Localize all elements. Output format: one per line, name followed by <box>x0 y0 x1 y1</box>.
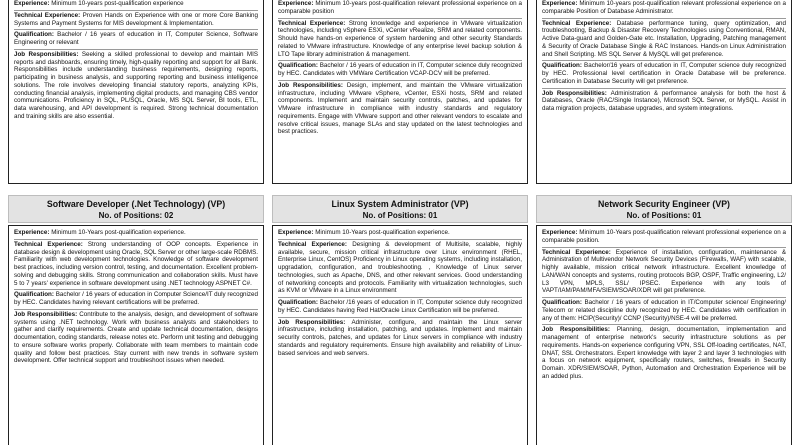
experience-paragraph <box>542 228 786 248</box>
qualification-paragraph <box>14 290 258 310</box>
responsibilities-paragraph <box>278 318 522 360</box>
technical-text: Database performance tuning, query optimization, and troubleshooting, Backup & Disaster Recovery Technologies using Conventional, RMAN, Active Data-guard and Golden-Gate etc. Installation, Upgrading, Patching management & Security of Oracle Database Single & RAC Instances. Hands-on Linux Administration and Shell Scripting. MS SQL Server & MySQL will get preference. <box>542 19 786 58</box>
experience-paragraph <box>278 0 522 19</box>
positions-count: No. of Positions: 02 <box>98 211 174 220</box>
responsibilities-label: Job Responsibilities : <box>278 82 347 89</box>
experience-label: Experience : <box>278 0 315 7</box>
experience-text: Minimum 10-years post-qualification relevant professional experience on a comparable Position of Database Administrator. <box>542 0 786 15</box>
technical-paragraph <box>14 11 258 31</box>
responsibilities-label: Job Responsibilities : <box>14 51 82 58</box>
job-header-software-developer <box>8 195 264 223</box>
job-header-linux-admin <box>272 195 528 223</box>
bottom-section-network-security <box>536 225 792 445</box>
experience-label: Experience : <box>278 229 315 236</box>
responsibilities-paragraph <box>14 310 258 367</box>
qualification-paragraph <box>14 30 258 50</box>
qualification-text: Bachelor / 16 years of education in IT, Computer science duly recognized by HEC. Candidates with VMWare Certification VCAP-DCV will be preferred. <box>278 62 522 77</box>
positions-count: No. of Positions: 01 <box>626 211 702 220</box>
qualification-label: Qualification : <box>278 62 320 69</box>
responsibilities-text: Administer, configure, and maintain the Linux server infrastructure, including installation, patching, and updates. Implement and maintain security controls, patches, and updates for Linux servers in compliance with industry standards and regulatory requirements. Ensure high availability and reliability of Linux-based services and web servers. <box>278 318 522 357</box>
responsibilities-text: Planning, design, documentation, implementation and management of enterprise network's security infrastructure solutions as per requirements. Hands-on experience configuring VPN, SSL Off-loading certificates, NAT, DNAT, SSL Orchestrators. Expert knowledge with layer 2 and layer 3 technologies with a focus on network equipment, specifically routers, switches, firewalls in Security Domain. XDR/SIEM/SOAR, Python, Automation and Orchestration Experience will be an added plus. <box>542 326 786 380</box>
qualification-paragraph <box>542 298 786 325</box>
qualification-text: Bachelor /16 years of education in IT, Computer science duly recognized by HEC. Candidates having Red Hat/Oracle Linux Certification will be preferred. <box>278 299 522 314</box>
qualification-paragraph <box>278 298 522 318</box>
qualification-label: Qualification : <box>278 299 320 306</box>
experience-text: Minimum 10-years post-qualification experience <box>51 0 184 7</box>
qualification-label: Qualification : <box>542 299 585 306</box>
responsibilities-label: Job Responsibilities : <box>278 319 352 326</box>
qualification-paragraph <box>542 61 786 88</box>
responsibilities-paragraph <box>542 89 786 115</box>
bottom-section-software-developer <box>8 225 264 445</box>
technical-label: Technical Experience : <box>14 241 88 248</box>
technical-paragraph <box>542 19 786 62</box>
job-title: Linux System Administrator (VP) <box>331 199 469 209</box>
experience-text: Minimum 10-Years post-qualification experience. <box>51 229 186 236</box>
responsibilities-paragraph <box>542 325 786 382</box>
experience-paragraph <box>14 0 258 11</box>
experience-text: Minimum 10-Years post-qualification experience. <box>315 229 450 236</box>
technical-text: Strong understanding of OOP concepts. Experience in database design & development using Oracle, SQL Server or other large-scale RDBMS. Familiarity with web development technologies. Knowledge of software development best practices, including version control, testing, and documentation. Excellent problem-solving and debugging skills. Strong communication and collaboration skills. Must have 5 to 7 years' experience in software development using .NET technology ASPNET C#. <box>14 240 258 287</box>
experience-paragraph <box>542 0 786 19</box>
experience-text: Minimum 10-years post-qualification relevant professional experience on a comparable position <box>278 0 522 15</box>
technical-label: Technical Experience : <box>278 241 352 248</box>
job-header-network-security <box>536 195 792 223</box>
experience-label: Experience : <box>542 0 579 7</box>
qualification-text: Bachelor / 16 years of education in IT, Computer Science, Software Engineering or relevant <box>14 31 258 46</box>
technical-text: Designing & development of Multisite, scalable, highly available, secure, mission critical infrastructure over Linux environment (RHEL, Enterprise Linux, CentOS) Proficiency in Linux operating systems, including installation, upgradation, configuration, and troubleshooting. , Knowledge of Linux server technologies, such as Apache, DNS, and other relevant services. Good understanding of networking concepts and protocols. Familiarity with virtualization technologies, such as KVM or VMware in a Linux environment <box>278 240 522 295</box>
technical-paragraph <box>278 240 522 298</box>
responsibilities-text: Seeking a skilled professional to develop and maintain MIS reports and dashboards, ensuring timely, high-quality reporting and support for all Bank. Responsibilities include understanding business requirements, designing reports, participating in business analysis, and supporting reporting and business intelligence solutions. The role involves developing financial statutory reports, analyzing KPIs, conducting financial analysis, implementing digital products, and managing CBS vendor communications. Proficiency in SQL, PL/SQL, Oracle, MS SQL Server, BI tools, ETL, data warehousing, and API development is required. Strong technical documentation and training skills are also essential. <box>14 50 258 120</box>
experience-paragraph <box>278 228 522 240</box>
responsibilities-text: Design, implement, and maintain the VMware virtualization infrastructure, including VMware vSphere, vCenter, ESXi hosts, SRM and related components. Implement and maintain security controls, patches, and updates for VMware infrastructure in compliance with industry standards and regulatory requirements. Engage with VMware support and other relevant vendors to escalate and resolve critical issues, manage SLAs and stay updated on the latest technologies and best practices. <box>278 81 522 136</box>
job-title: Software Developer (.Net Technology) (VP) <box>46 199 226 209</box>
technical-label: Technical Experience : <box>542 249 616 256</box>
experience-label: Experience : <box>14 229 51 236</box>
technical-paragraph <box>278 19 522 62</box>
technical-label: Technical Experience : <box>278 20 349 27</box>
technical-text: Proven Hands on Experience with one or more Core Banking Systems and Payment Systems for MIS development & Implementation. <box>14 11 258 27</box>
technical-text: Experience of installation, configuration, maintenance & Administration of Multivendor Network Security Devices (Firewalls, WAF) with scalable, highly available, mission critical network infrastructure. Excellent knowledge of LAN/WAN concepts and systems, routing protocols BGP, OSPF, Traffic engineering, L2/ L3 VPN, MPLS, SSL/ IPSEC. Experience with any tools of VAPT/IAM/PAM/MFA/SIEM/SOAR/XDR will get preference. <box>542 248 786 295</box>
responsibilities-paragraph <box>278 81 522 138</box>
experience-label: Experience : <box>14 0 51 7</box>
qualification-text: Bachelor / 16 years of education in IT/Computer science/ Engineering/ Telecom or related discipline duly recognized by HEC. Candidates with certification in any of them: HCIP(Security)/ CCNP (Security)/NSE-4 will be preferred. <box>542 299 786 322</box>
qualification-label: Qualification : <box>14 31 57 38</box>
responsibilities-label: Job Responsibilities : <box>14 311 79 318</box>
technical-text: Strong knowledge and experience in VMware virtualization technologies, including vSphere ESXi, vCenter vRealize, SRM and related components. Should have hands-on experience of system hardening and other security Standards related to VMware infrastructure. Knowledge of any enterprise level backup solution & LTO Tape library administration & management. <box>278 19 522 58</box>
top-section-vmware <box>272 0 528 184</box>
technical-label: Technical Experience : <box>14 12 83 19</box>
responsibilities-paragraph <box>14 50 258 123</box>
experience-paragraph <box>14 228 258 240</box>
experience-text: Minimum 10-Years post-qualification relevant professional experience on a comparable position. <box>542 229 786 244</box>
qualification-text: Bachelor / 16 years of education in Computer Science/IT duly recognized by HEC. Candidates having relevant certifications will be preferred. <box>14 291 258 306</box>
top-section-dba <box>536 0 792 184</box>
technical-label: Technical Experience : <box>542 20 617 27</box>
job-title: Network Security Engineer (VP) <box>598 199 730 209</box>
top-section-mis <box>8 0 264 184</box>
qualification-paragraph <box>278 61 522 81</box>
responsibilities-text: Administration & performance analysis for both the host & Databases, Oracle (RAC/Single Instance), Microsoft SQL Server, or MySQL. Assist in data migration projects, database upgrades, and system integrations. <box>542 89 786 112</box>
positions-count: No. of Positions: 01 <box>362 211 438 220</box>
responsibilities-label: Job Responsibilities : <box>542 90 611 97</box>
technical-paragraph <box>542 248 786 299</box>
experience-label: Experience : <box>542 229 579 236</box>
qualification-label: Qualification : <box>542 62 584 69</box>
qualification-text: Bachelor/16 years of education in IT, Computer science duly recognized by HEC. Professional level certification in Oracle Database will be preference. Certification in Database Security will get preference. <box>542 62 786 85</box>
qualification-label: Qualification : <box>14 291 56 298</box>
technical-paragraph <box>14 240 258 291</box>
responsibilities-label: Job Responsibilities : <box>542 326 617 333</box>
responsibilities-text: Contribute to the analysis, design, and development of software systems using .NET technology. Work with business analysts and stakeholders to gather and clarify requirements. Create and update technical documentation, designs documentation, coding standards, release notes etc. Perform unit testing and debugging to ensure software works properly. Collaborate with team members to maintain code quality and follow best practices. Stay current with new trends in software system development. Offer technical support and troubleshoot issues when needed. <box>14 310 259 365</box>
bottom-section-linux-admin <box>272 225 528 445</box>
